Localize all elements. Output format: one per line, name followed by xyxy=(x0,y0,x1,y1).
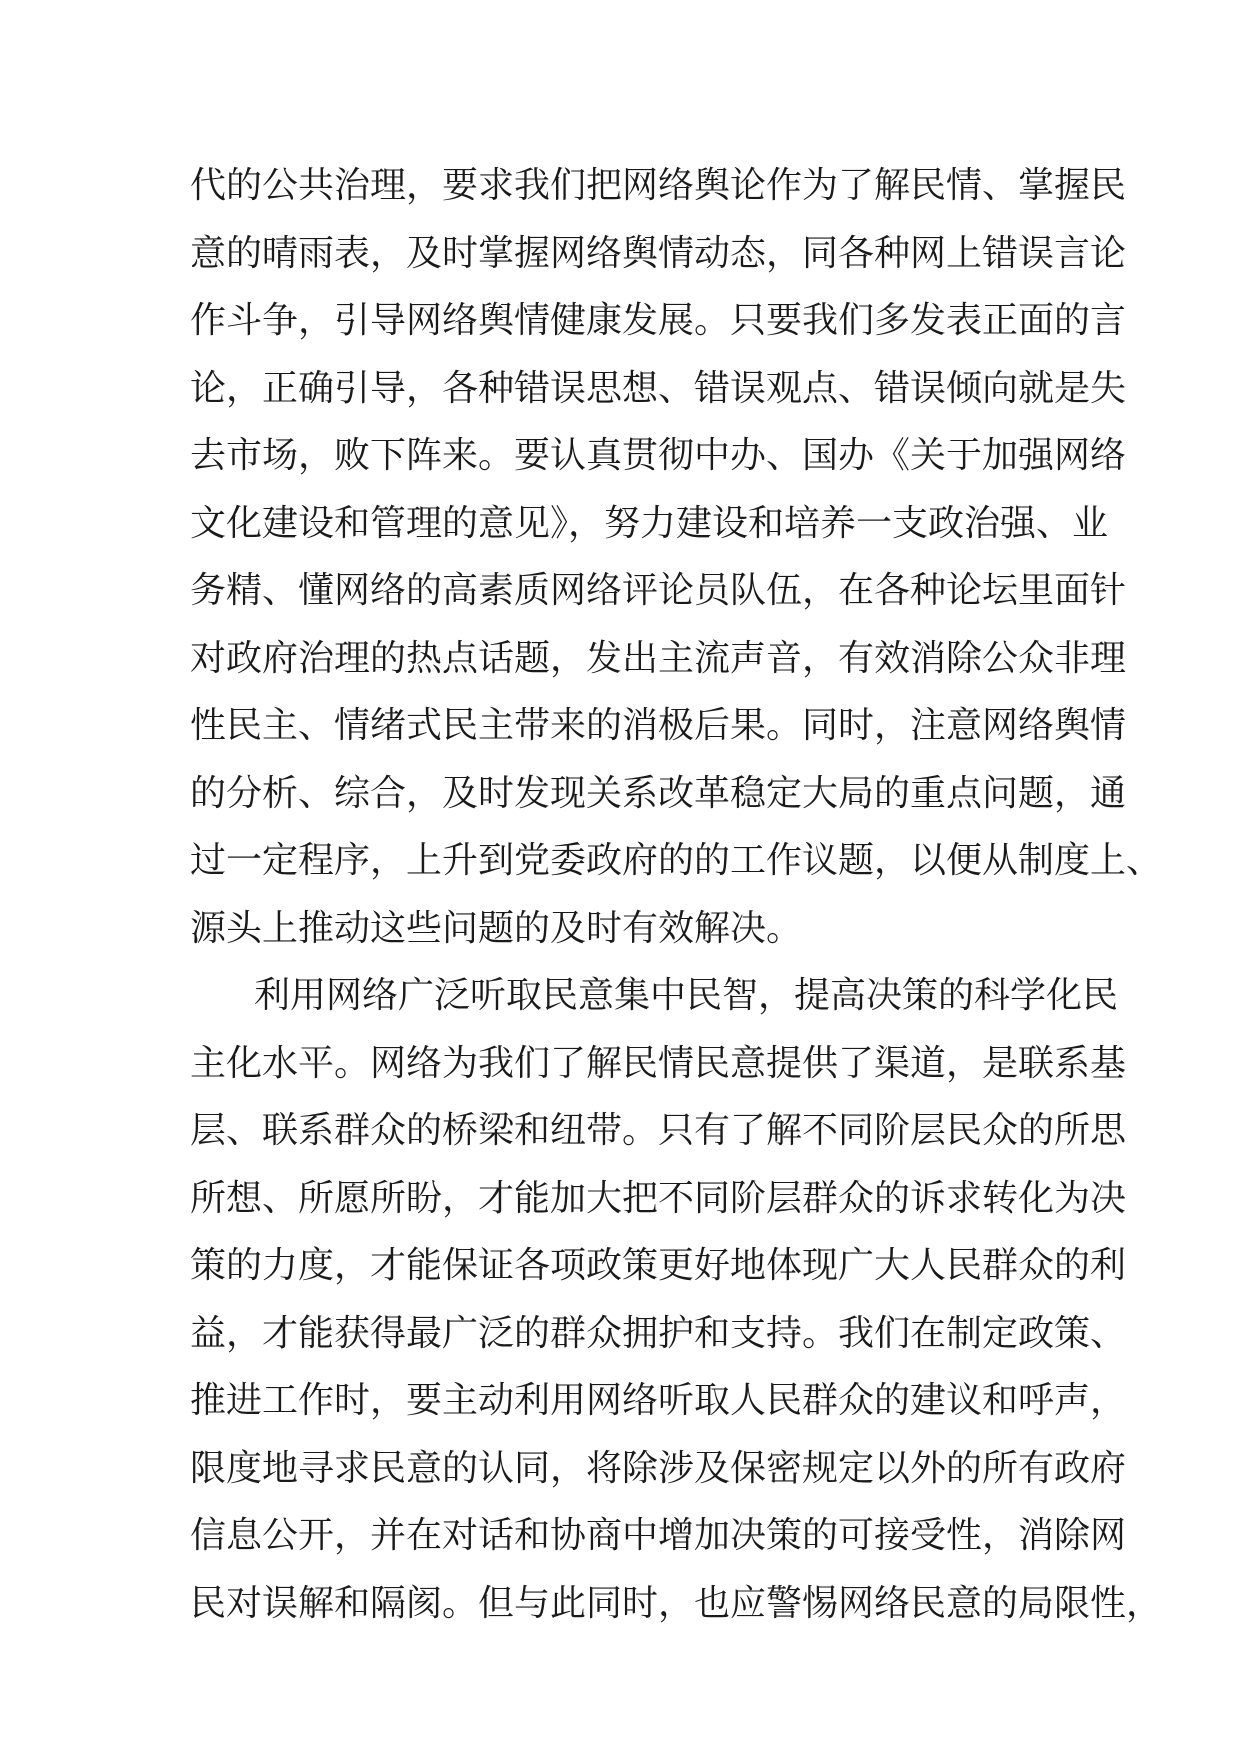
text-line: 策的力度，才能保证各项政策更好地体现广大人民群众的利 xyxy=(190,1245,1127,1286)
text-line: 论，正确引导，各种错误思想、错误观点、错误倾向就是失 xyxy=(190,367,1127,409)
text-line: 文化建设和管理的意见》，努力建设和培养一支政治强、业 xyxy=(190,502,1109,544)
body-text xyxy=(190,152,1163,1637)
text-line: 主化水平。网络为我们了解民情民意提供了渠道，是联系基 xyxy=(190,1042,1127,1084)
text-line: 过一定程序，上升到党委政府的的工作议题，以便从制度上、 xyxy=(190,840,1163,881)
text-line: 性民主、情绪式民主带来的消极后果。同时，注意网络舆情 xyxy=(190,705,1127,746)
text-line: 对政府治理的热点话题，发出主流声音，有效消除公众非理 xyxy=(190,637,1127,679)
text-line: 代的公共治理，要求我们把网络舆论作为了解民情、掌握民 xyxy=(190,165,1127,206)
text-line: 限度地寻求民意的认同，将除涉及保密规定以外的所有政府 xyxy=(190,1447,1127,1489)
text-line: 的分析、综合，及时发现关系改革稳定大局的重点问题，通 xyxy=(190,772,1127,814)
text-line: 信息公开，并在对话和协商中增加决策的可接受性，消除网 xyxy=(190,1515,1127,1556)
text-line: 层、联系群众的桥梁和纽带。只有了解不同阶层民众的所思 xyxy=(190,1110,1127,1151)
text-line: 源头上推动这些问题的及时有效解决。 xyxy=(190,907,803,949)
text-line: 推进工作时，要主动利用网络听取人民群众的建议和呼声， xyxy=(190,1380,1127,1421)
text-line: 所想、所愿所盼，才能加大把不同阶层群众的诉求转化为决 xyxy=(190,1177,1127,1219)
text-line: 作斗争，引导网络舆情健康发展。只要我们多发表正面的言 xyxy=(190,300,1127,341)
text-line: 益，才能获得最广泛的群众拥护和支持。我们在制定政策、 xyxy=(190,1312,1127,1354)
text-line: 利用网络广泛听取民意集中民智，提高决策的科学化民 xyxy=(254,975,1119,1016)
paragraph-2 xyxy=(190,962,1163,1637)
text-line: 意的晴雨表，及时掌握网络舆情动态，同各种网上错误言论 xyxy=(190,232,1127,274)
paragraph-1 xyxy=(190,152,1163,962)
text-line: 民对误解和隔阂。但与此同时，也应警惕网络民意的局限性， xyxy=(190,1582,1163,1624)
text-line: 务精、懂网络的高素质网络评论员队伍，在各种论坛里面针 xyxy=(190,570,1127,611)
text-line: 去市场，败下阵来。要认真贯彻中办、国办《关于加强网络 xyxy=(190,435,1127,476)
